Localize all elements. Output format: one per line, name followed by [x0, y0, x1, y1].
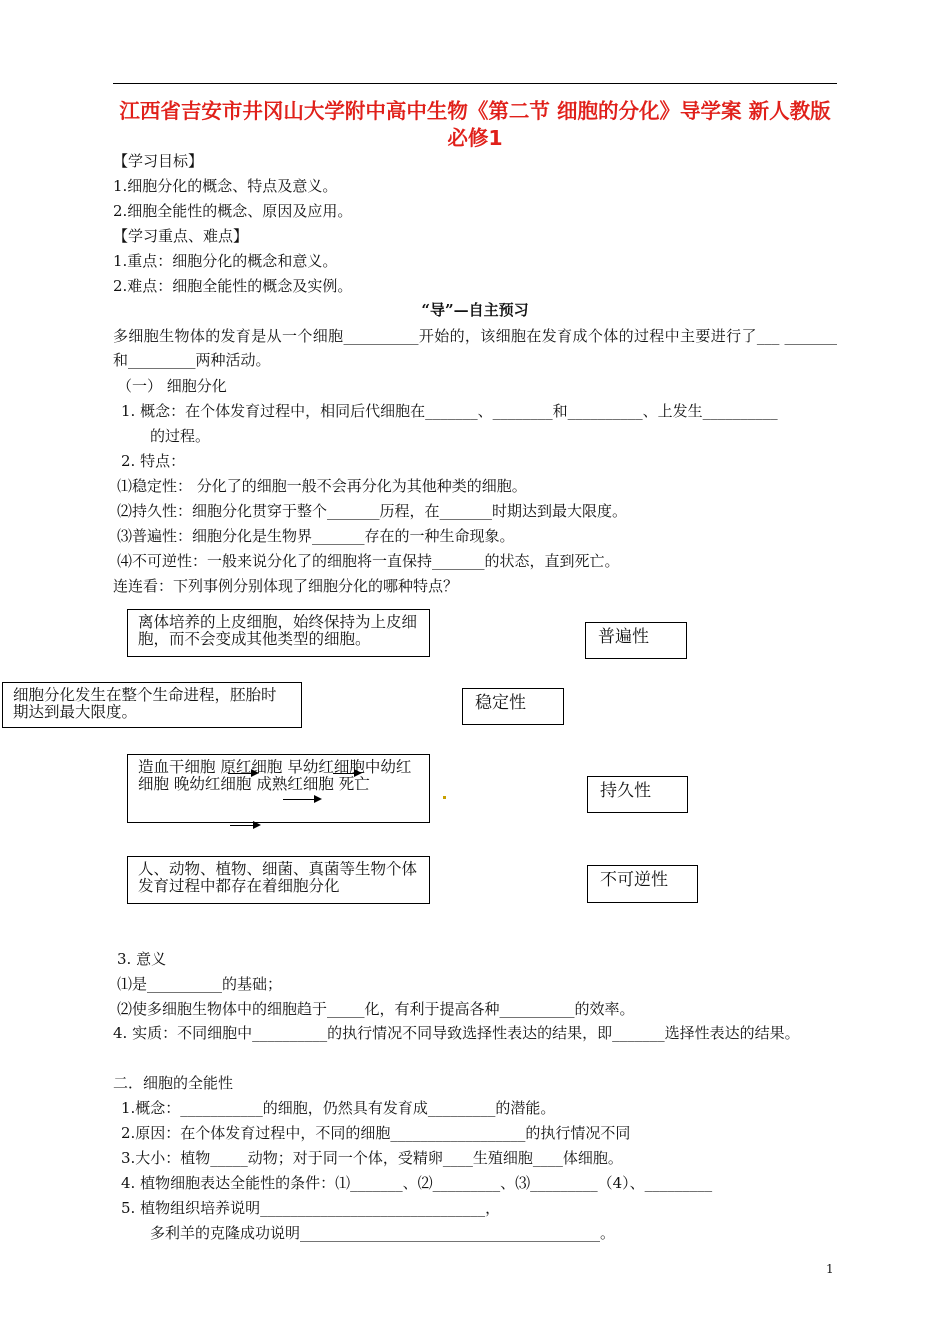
- match-right-box: 不可逆性: [587, 865, 698, 903]
- right-arrow-icon: [230, 825, 254, 826]
- keypoint-item: 2.难点：细胞全能性的概念及实例。: [113, 277, 353, 295]
- preview-heading: “导”—自主预习: [421, 301, 529, 319]
- goal-item: 2.细胞全能性的概念、原因及应用。: [113, 202, 353, 220]
- match-left-box: 离体培养的上皮细胞，始终保持为上皮细胞，而不会变成其他类型的细胞。: [127, 609, 430, 657]
- meaning-label: 3. 意义: [117, 950, 167, 968]
- keypoints-heading: 【学习重点、难点】: [113, 227, 249, 245]
- match-right-box: 持久性: [587, 776, 688, 813]
- header-rule: [113, 83, 837, 84]
- match-left-box: 细胞分化发生在整个生命进程，胚胎时期达到最大限度。: [2, 682, 302, 728]
- wholeness-item: 5. 植物组织培养说明______________________________，: [121, 1199, 501, 1217]
- keypoint-item: 1.重点：细胞分化的概念和意义。: [113, 252, 338, 270]
- right-arrow-icon: [228, 773, 252, 774]
- feature-item: ⑷不可逆性：一般来说分化了的细胞将一直保持_______的状态，直到死亡。: [117, 552, 620, 570]
- feature-item: ⑶普遍性：细胞分化是生物界_______存在的一种生命现象。: [117, 527, 515, 545]
- match-right-box: 普遍性: [585, 622, 687, 659]
- concept-line: 1. 概念：在个体发育过程中，相同后代细胞在_______、________和__________、上发生__________: [121, 402, 778, 420]
- feature-item: ⑴稳定性： 分化了的细胞一般不会再分化为其他种类的细胞。: [117, 477, 527, 495]
- features-label: 2. 特点：: [121, 452, 186, 470]
- essence-paragraph: 4. 实质：不同细胞中__________的执行情况不同导致选择性表达的结果，即_______选择性表达的结果。: [113, 1024, 800, 1042]
- goal-item: 1.细胞分化的概念、特点及意义。: [113, 177, 338, 195]
- stray-mark: [443, 796, 446, 799]
- match-left-box: 人、动物、植物、细菌、真菌等生物个体发育过程中都存在着细胞分化: [127, 856, 430, 904]
- wholeness-item: 2.原因：在个体发育过程中，不同的细胞__________________的执行情况不同: [121, 1124, 631, 1142]
- page-title: 江西省吉安市井冈山大学附中高中生物《第二节 细胞的分化》导学案 新人教版必修1: [119, 99, 831, 150]
- goals-heading: 【学习目标】: [113, 152, 204, 170]
- match-right-box: 稳定性: [462, 688, 564, 725]
- right-arrow-icon: [283, 799, 315, 800]
- wholeness-item: 1.概念：___________的细胞，仍然具有发育成_________的潜能。: [121, 1099, 556, 1117]
- wholeness-item: 多利羊的克隆成功说明________________________________________。: [150, 1224, 616, 1242]
- page-number: 1: [826, 1262, 834, 1276]
- meaning-item: ⑵使多细胞生物体中的细胞趋于_____化，有利于提高各种__________的效率。: [117, 1000, 635, 1018]
- right-arrow-icon: [333, 773, 355, 774]
- section2-heading: 二．细胞的全能性: [113, 1074, 234, 1092]
- wholeness-item: 3.大小：植物_____动物；对于同一个体，受精卵____生殖细胞____体细胞。: [121, 1149, 623, 1167]
- feature-item: ⑵持久性：细胞分化贯穿于整个_______历程，在_______时期达到最大限度。: [117, 502, 628, 520]
- section1-heading: （一） 细胞分化: [117, 377, 227, 395]
- intro-paragraph: 多细胞生物体的发育是从一个细胞__________开始的，该细胞在发育成个体的过程中主要进行了___ _______和_________两种活动。: [113, 327, 837, 369]
- concept-line-cont: 的过程。: [150, 427, 211, 445]
- match-left-box: 造血干细胞 原红细胞 早幼红细胞中幼红细胞 晚幼红细胞 成熟红细胞 死亡: [127, 754, 430, 823]
- wholeness-item: 4. 植物细胞表达全能性的条件：⑴_______、⑵_________、⑶_________（4）、_________: [121, 1174, 713, 1192]
- match-prompt: 连连看：下列事例分别体现了细胞分化的哪种特点？: [113, 577, 459, 595]
- meaning-item: ⑴是__________的基础；: [117, 975, 283, 993]
